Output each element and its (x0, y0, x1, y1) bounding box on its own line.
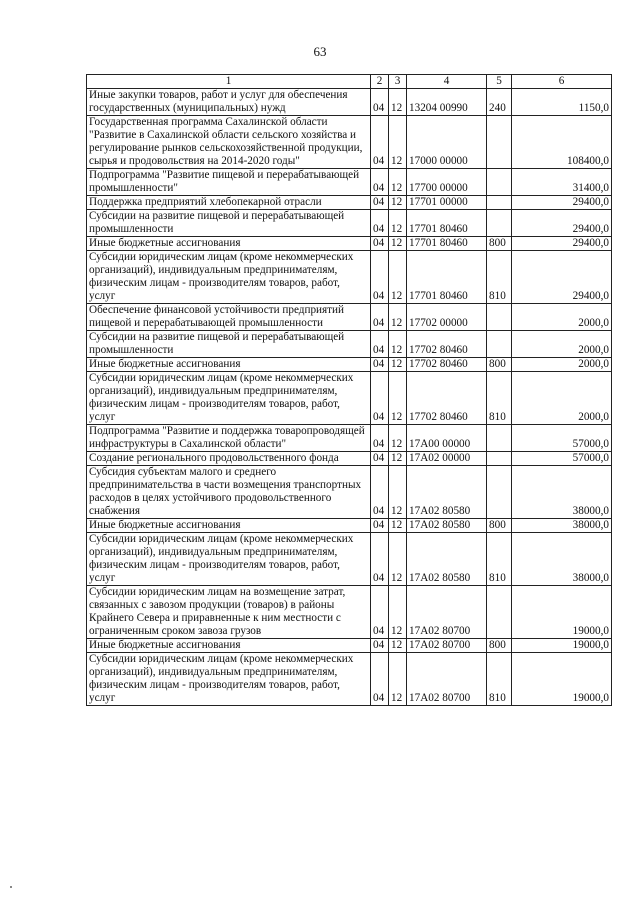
target-article-cell: 17701 80460 (407, 251, 487, 304)
target-article-cell: 17А02 80700 (407, 586, 487, 639)
row-name-cell: Субсидия субъектам малого и среднего предпринимательства в части возмещения транспортных расходов в целях устойчивого продовольственного снабжения (87, 466, 371, 519)
subsection-code-cell: 12 (389, 586, 407, 639)
subsection-code-cell: 12 (389, 653, 407, 706)
target-article-cell: 17701 80460 (407, 237, 487, 251)
subsection-code-cell: 12 (389, 372, 407, 425)
row-name-cell: Обеспечение финансовой устойчивости предприятий пищевой и перерабатывающей промышленности (87, 304, 371, 331)
expense-type-cell (487, 116, 512, 169)
expense-type-cell: 800 (487, 639, 512, 653)
row-name-cell: Субсидии на развитие пищевой и перерабатывающей промышленности (87, 210, 371, 237)
section-code-cell: 04 (371, 304, 389, 331)
row-name-cell: Подпрограмма "Развитие и поддержка товаропроводящей инфраструктуры в Сахалинской области" (87, 425, 371, 452)
section-code-cell: 04 (371, 196, 389, 210)
section-code-cell: 04 (371, 89, 389, 116)
amount-cell: 29400,0 (512, 196, 612, 210)
row-name-cell: Иные бюджетные ассигнования (87, 639, 371, 653)
subsection-code-cell: 12 (389, 304, 407, 331)
target-article-cell: 17А02 80700 (407, 639, 487, 653)
table-row (87, 89, 612, 116)
column-header: 5 (487, 75, 512, 89)
amount-cell: 2000,0 (512, 304, 612, 331)
subsection-code-cell: 12 (389, 116, 407, 169)
section-code-cell: 04 (371, 533, 389, 586)
section-code-cell: 04 (371, 466, 389, 519)
row-name-cell: Субсидии юридическим лицам (кроме некоммерческих организаций), индивидуальным предпринимателям, физическим лицам - производителям товаров, работ, услуг (87, 653, 371, 706)
expense-type-cell: 810 (487, 653, 512, 706)
subsection-code-cell: 12 (389, 89, 407, 116)
table-body (87, 89, 612, 706)
expense-type-cell (487, 169, 512, 196)
section-code-cell: 04 (371, 210, 389, 237)
row-name-cell: Субсидии юридическим лицам на возмещение затрат, связанных с завозом продукции (товаров) в районы Крайнего Севера и приравненные к ним местности с ограниченным сроком завоза грузов (87, 586, 371, 639)
table-row (87, 331, 612, 358)
table-row (87, 653, 612, 706)
expense-type-cell (487, 331, 512, 358)
section-code-cell: 04 (371, 251, 389, 304)
row-name-cell: Иные бюджетные ассигнования (87, 519, 371, 533)
table-row (87, 116, 612, 169)
amount-cell: 108400,0 (512, 116, 612, 169)
table-row (87, 251, 612, 304)
table-row (87, 237, 612, 251)
table-header-row (87, 75, 612, 89)
amount-cell: 38000,0 (512, 533, 612, 586)
section-code-cell: 04 (371, 372, 389, 425)
amount-cell: 38000,0 (512, 519, 612, 533)
row-name-cell: Субсидии юридическим лицам (кроме некоммерческих организаций), индивидуальным предпринимателям, физическим лицам - производителям товаров, работ, услуг (87, 251, 371, 304)
subsection-code-cell: 12 (389, 358, 407, 372)
table-row (87, 639, 612, 653)
section-code-cell: 04 (371, 237, 389, 251)
target-article-cell: 17А02 80700 (407, 653, 487, 706)
table-row (87, 466, 612, 519)
section-code-cell: 04 (371, 639, 389, 653)
amount-cell: 1150,0 (512, 89, 612, 116)
subsection-code-cell: 12 (389, 237, 407, 251)
section-code-cell: 04 (371, 169, 389, 196)
target-article-cell: 17702 80460 (407, 358, 487, 372)
subsection-code-cell: 12 (389, 331, 407, 358)
target-article-cell: 17701 00000 (407, 196, 487, 210)
expense-type-cell (487, 210, 512, 237)
row-name-cell: Государственная программа Сахалинской области "Развитие в Сахалинской области сельского хозяйства и регулирование рынков сельскохозяйственной продукции, сырья и продовольствия на 2014-2020 годы" (87, 116, 371, 169)
row-name-cell: Иные бюджетные ассигнования (87, 358, 371, 372)
table-row (87, 210, 612, 237)
subsection-code-cell: 12 (389, 466, 407, 519)
amount-cell: 29400,0 (512, 210, 612, 237)
row-name-cell: Создание регионального продовольственного фонда (87, 452, 371, 466)
budget-table (86, 74, 612, 706)
amount-cell: 29400,0 (512, 237, 612, 251)
expense-type-cell (487, 466, 512, 519)
table-row (87, 425, 612, 452)
column-header: 1 (87, 75, 371, 89)
subsection-code-cell: 12 (389, 639, 407, 653)
section-code-cell: 04 (371, 519, 389, 533)
target-article-cell: 17700 00000 (407, 169, 487, 196)
subsection-code-cell: 12 (389, 251, 407, 304)
expense-type-cell: 800 (487, 519, 512, 533)
row-name-cell: Субсидии юридическим лицам (кроме некоммерческих организаций), индивидуальным предпринимателям, физическим лицам - производителям товаров, работ, услуг (87, 533, 371, 586)
target-article-cell: 17000 00000 (407, 116, 487, 169)
column-header: 2 (371, 75, 389, 89)
amount-cell: 19000,0 (512, 639, 612, 653)
expense-type-cell: 800 (487, 358, 512, 372)
row-name-cell: Иные закупки товаров, работ и услуг для обеспечения государственных (муниципальных) нужд (87, 89, 371, 116)
section-code-cell: 04 (371, 358, 389, 372)
target-article-cell: 17А02 80580 (407, 519, 487, 533)
amount-cell: 19000,0 (512, 653, 612, 706)
amount-cell: 2000,0 (512, 331, 612, 358)
amount-cell: 31400,0 (512, 169, 612, 196)
expense-type-cell: 810 (487, 372, 512, 425)
table-row (87, 196, 612, 210)
target-article-cell: 17702 80460 (407, 331, 487, 358)
expense-type-cell (487, 196, 512, 210)
table-row (87, 586, 612, 639)
amount-cell: 19000,0 (512, 586, 612, 639)
subsection-code-cell: 12 (389, 169, 407, 196)
section-code-cell: 04 (371, 425, 389, 452)
table-row (87, 452, 612, 466)
expense-type-cell (487, 425, 512, 452)
row-name-cell: Поддержка предприятий хлебопекарной отрасли (87, 196, 371, 210)
table-row (87, 358, 612, 372)
subsection-code-cell: 12 (389, 533, 407, 586)
amount-cell: 57000,0 (512, 452, 612, 466)
expense-type-cell: 810 (487, 533, 512, 586)
subsection-code-cell: 12 (389, 425, 407, 452)
target-article-cell: 17702 00000 (407, 304, 487, 331)
table-row (87, 304, 612, 331)
target-article-cell: 17702 80460 (407, 372, 487, 425)
expense-type-cell: 810 (487, 251, 512, 304)
row-name-cell: Подпрограмма "Развитие пищевой и перерабатывающей промышленности" (87, 169, 371, 196)
table-row (87, 533, 612, 586)
amount-cell: 38000,0 (512, 466, 612, 519)
amount-cell: 2000,0 (512, 372, 612, 425)
expense-type-cell (487, 586, 512, 639)
row-name-cell: Субсидии на развитие пищевой и перерабатывающей промышленности (87, 331, 371, 358)
row-name-cell: Иные бюджетные ассигнования (87, 237, 371, 251)
amount-cell: 57000,0 (512, 425, 612, 452)
target-article-cell: 17А02 80580 (407, 466, 487, 519)
amount-cell: 2000,0 (512, 358, 612, 372)
target-article-cell: 13204 00990 (407, 89, 487, 116)
column-header: 4 (407, 75, 487, 89)
page-number: 63 (313, 44, 327, 59)
table-row (87, 519, 612, 533)
target-article-cell: 17А00 00000 (407, 425, 487, 452)
column-header: 6 (512, 75, 612, 89)
target-article-cell: 17А02 00000 (407, 452, 487, 466)
expense-type-cell: 800 (487, 237, 512, 251)
table-row (87, 372, 612, 425)
target-article-cell: 17А02 80580 (407, 533, 487, 586)
expense-type-cell (487, 452, 512, 466)
section-code-cell: 04 (371, 452, 389, 466)
subsection-code-cell: 12 (389, 452, 407, 466)
section-code-cell: 04 (371, 586, 389, 639)
row-name-cell: Субсидии юридическим лицам (кроме некоммерческих организаций), индивидуальным предпринимателям, физическим лицам - производителям товаров, работ, услуг (87, 372, 371, 425)
target-article-cell: 17701 80460 (407, 210, 487, 237)
subsection-code-cell: 12 (389, 196, 407, 210)
section-code-cell: 04 (371, 331, 389, 358)
subsection-code-cell: 12 (389, 210, 407, 237)
scan-speck (10, 886, 12, 888)
table-row (87, 169, 612, 196)
amount-cell: 29400,0 (512, 251, 612, 304)
subsection-code-cell: 12 (389, 519, 407, 533)
expense-type-cell: 240 (487, 89, 512, 116)
section-code-cell: 04 (371, 116, 389, 169)
section-code-cell: 04 (371, 653, 389, 706)
column-header: 3 (389, 75, 407, 89)
expense-type-cell (487, 304, 512, 331)
